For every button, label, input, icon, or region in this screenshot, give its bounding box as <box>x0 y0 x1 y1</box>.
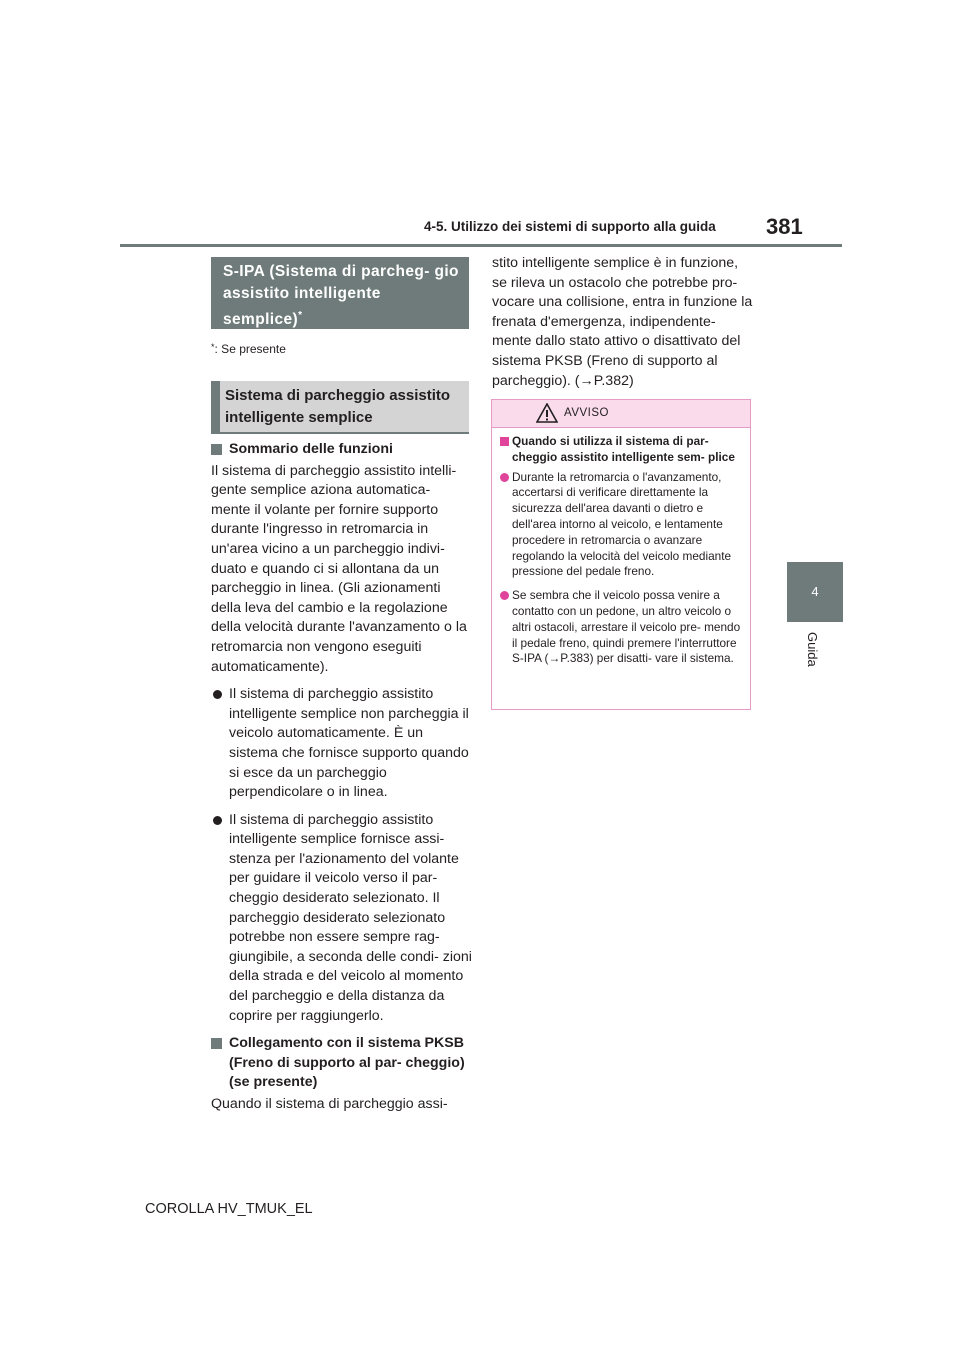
link-text-cont: stito intelligente semplice è in funzione, se rileva un ostacolo che potrebbe pro- vocare una collisione, entra in funzione la frenata d'emergenza, indipendente- mente dallo stato attivo o disattivato del sistema PKSB (Freno di supporto al parcheggio). (→P.382) <box>492 255 753 389</box>
warning-title: AVVISO <box>564 407 609 419</box>
footer-model: COROLLA HV_TMUK_EL <box>145 1201 313 1217</box>
link-title <box>211 1034 473 1093</box>
link-text-start: Quando il sistema di parcheggio assi- <box>211 1096 448 1112</box>
warning-subtitle-text: Quando si utilizza il sistema di par- cheggio assistito intelligente sem- plice <box>512 434 735 464</box>
footnote-mark: * <box>211 342 215 352</box>
list-item <box>211 685 473 803</box>
left-column <box>211 440 473 1123</box>
header-divider <box>120 244 842 247</box>
warning-item <box>500 588 742 667</box>
warning-box <box>491 399 751 710</box>
bullet-icon <box>500 591 509 600</box>
chapter-tab: 4 <box>787 562 843 622</box>
right-column <box>492 254 754 399</box>
main-heading-text: S-IPA (Sistema di parcheg- gio assistito intelligente semplice) <box>223 263 459 329</box>
bullet-icon <box>213 816 222 825</box>
bullet-icon <box>213 690 222 699</box>
list-item <box>211 811 473 1027</box>
main-heading <box>211 257 469 329</box>
summary-title <box>211 440 473 460</box>
link-title-text: Collegamento con il sistema PKSB (Freno di supporto al par- cheggio) (se presente) <box>229 1035 465 1091</box>
list-item-text: Il sistema di parcheggio assistito intelligente semplice fornisce assi- stenza per l'azionamento del volante per guidare il veicolo verso il par- cheggio desiderato selezionato. Il parcheggio desiderato selezionato potrebbe non essere sempre rag- giungibile, a seconda delle condi- zioni della strada e del veicolo al momento del parcheggio e della distanza da coprire per raggiungerlo. <box>229 811 472 1024</box>
warning-triangle-icon <box>536 403 558 423</box>
heading-footnote-mark: * <box>298 310 303 321</box>
warning-item-text: Se sembra che il veicolo possa venire a contatto con un pedone, un altro veicolo o altri ostacoli, arrestare il veicolo pre- mendo il pedale freno, quindi premere l'interruttore S-IPA (→P.383) per disatti- vare il sistema. <box>512 588 741 666</box>
square-bullet-icon <box>211 1038 222 1049</box>
footnote-text: : Se presente <box>214 342 286 356</box>
warning-item-text: Durante la retromarcia o l'avanzamento, accertarsi di verificare direttamente la sicurezza dell'area davanti o dietro e dell'area intorno al veicolo, e lentamente procedere in retromarcia o avanzare regolando la velocità del veicolo mediante pressione del pedale freno. <box>512 469 732 579</box>
warning-body <box>492 428 750 667</box>
page-number: 381 <box>766 214 803 239</box>
square-bullet-icon <box>211 444 222 455</box>
chapter-label: Guida <box>805 632 820 667</box>
warning-item <box>500 470 742 581</box>
warning-header <box>492 400 750 428</box>
summary-title-text: Sommario delle funzioni <box>229 441 393 457</box>
square-bullet-icon <box>500 437 509 446</box>
warning-subtitle <box>500 434 742 466</box>
footnote <box>211 342 286 356</box>
list-item-text: Il sistema di parcheggio assistito intelligente semplice non parcheggia il veicolo automaticamente. È un sistema che fornisce supporto quando si esce da un parcheggio perpendicolare o in linea. <box>229 686 469 801</box>
bullet-icon <box>500 473 509 482</box>
section-title: 4-5. Utilizzo dei sistemi di supporto alla guida <box>424 219 716 234</box>
subheading: Sistema di parcheggio assistito intelligente semplice <box>211 381 469 434</box>
summary-text: Il sistema di parcheggio assistito intelli- gente semplice aziona automatica- mente il volante per fornire supporto durante l'ingresso in retromarcia in un'area vicino a un parcheggio indivi- duato e quando ci si allontana da un parcheggio in linea. (Gli azionamenti della leva del cambio e la regolazione della velocità durante l'avanzamento o la retromarcia non vengono eseguiti automaticamente). <box>211 462 467 675</box>
